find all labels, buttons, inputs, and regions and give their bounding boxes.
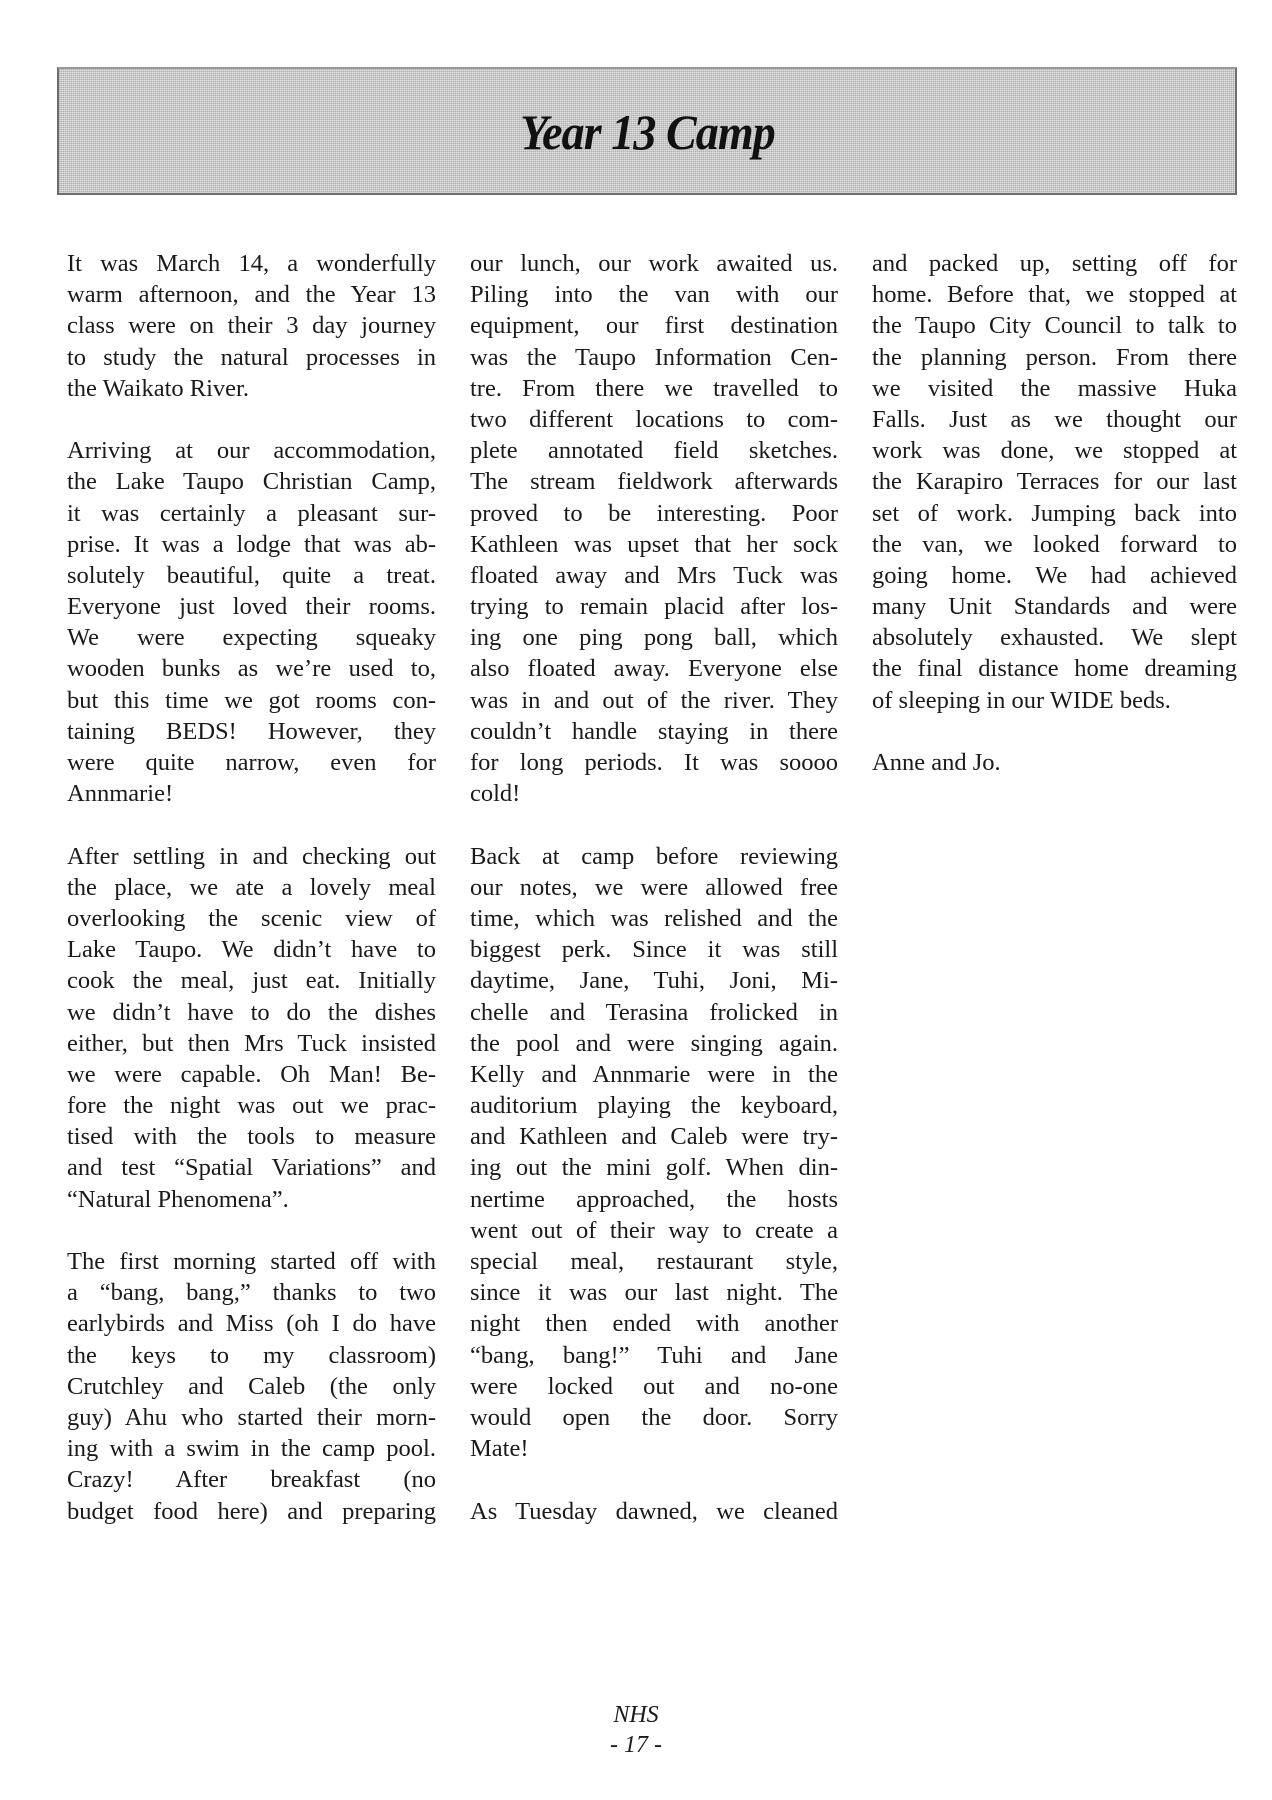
text-line: ing out the mini golf. When din-	[470, 1154, 838, 1182]
text-column-1	[67, 248, 436, 1558]
text-line: going home. We had achieved	[872, 561, 1237, 589]
text-line: wooden bunks as we’re used to,	[67, 655, 436, 683]
text-line: After settling in and checking out	[67, 842, 436, 870]
text-line: floated away and Mrs Tuck was	[470, 561, 838, 589]
text-line: As Tuesday dawned, we cleaned	[470, 1497, 838, 1525]
paragraph	[872, 747, 1237, 778]
paragraph	[470, 1496, 838, 1527]
publication-name: NHS	[613, 1702, 659, 1728]
text-line: were locked out and no-one	[470, 1372, 838, 1400]
text-line: the van, we looked forward to	[872, 530, 1237, 558]
text-line: “bang, bang!” Tuhi and Jane	[470, 1341, 838, 1369]
text-line: to study the natural processes in	[67, 343, 436, 371]
text-line: trying to remain placid after los-	[470, 593, 838, 621]
text-line: the planning person. From there	[872, 343, 1237, 371]
article-title: Year 13 Camp	[519, 104, 775, 160]
paragraph	[872, 248, 1237, 716]
text-line: we visited the massive Huka	[872, 374, 1237, 402]
text-line: The first morning started off with	[67, 1248, 436, 1275]
text-line: ing with a swim in the camp pool.	[67, 1435, 436, 1463]
text-line: fore the night was out we prac-	[67, 1092, 436, 1120]
text-line: absolutely exhausted. We slept	[872, 624, 1237, 652]
title-banner	[57, 67, 1237, 195]
text-line: solutely beautiful, quite a treat.	[67, 561, 436, 589]
text-line: night then ended with another	[470, 1310, 838, 1338]
text-line: we didn’t have to do the dishes	[67, 998, 436, 1026]
text-line: ing one ping pong ball, which	[470, 624, 838, 652]
text-line: Annmarie!	[67, 780, 174, 808]
text-line: It was March 14, a wonderfully	[67, 250, 436, 277]
paragraph	[67, 841, 436, 1215]
text-line: Arriving at our accommodation,	[67, 437, 436, 465]
text-line: biggest perk. Since it was still	[470, 936, 838, 964]
text-line: nertime approached, the hosts	[470, 1185, 838, 1213]
text-line: work was done, we stopped at	[872, 437, 1237, 465]
text-line: proved to be interesting. Poor	[470, 499, 838, 527]
text-line: class were on their 3 day journey	[67, 312, 436, 340]
text-line: was the Taupo Information Cen-	[470, 343, 838, 371]
text-line: special meal, restaurant style,	[470, 1248, 838, 1275]
text-line: Falls. Just as we thought our	[872, 405, 1237, 433]
text-line: and packed up, setting off for	[872, 250, 1237, 277]
text-line: we were capable. Oh Man! Be-	[67, 1060, 436, 1088]
text-line: were quite narrow, even for	[67, 749, 436, 776]
paragraph	[67, 248, 436, 404]
text-line: our lunch, our work awaited us.	[470, 250, 838, 277]
text-line: home. Before that, we stopped at	[872, 281, 1237, 309]
text-line: since it was our last night. The	[470, 1279, 838, 1307]
text-column-3	[872, 248, 1237, 809]
text-line: the place, we ate a lovely meal	[67, 873, 436, 901]
text-line: overlooking the scenic view of	[67, 904, 436, 932]
text-line: plete annotated field sketches.	[470, 437, 838, 465]
text-line: the Karapiro Terraces for our last	[872, 468, 1237, 496]
text-line: set of work. Jumping back into	[872, 499, 1237, 527]
paragraph	[470, 841, 838, 1465]
text-line: the keys to my classroom)	[67, 1341, 436, 1369]
text-line: “Natural Phenomena”.	[67, 1185, 289, 1213]
text-line: Kathleen was upset that her sock	[470, 530, 838, 558]
text-line: equipment, our first destination	[470, 312, 838, 340]
text-line: cold!	[470, 780, 521, 808]
text-line: guy) Ahu who started their morn-	[67, 1403, 436, 1431]
paragraph	[67, 1246, 436, 1527]
text-line: it was certainly a pleasant sur-	[67, 499, 436, 527]
text-line: couldn’t handle staying in there	[470, 717, 838, 745]
text-line: the Taupo City Council to talk to	[872, 312, 1237, 340]
text-line: Back at camp before reviewing	[470, 842, 838, 870]
text-line: the pool and were singing again.	[470, 1029, 838, 1057]
text-line: We were expecting squeaky	[67, 624, 436, 652]
text-line: daytime, Jane, Tuhi, Joni, Mi-	[470, 967, 838, 995]
text-line: was in and out of the river. They	[470, 686, 838, 714]
text-line: the Waikato River.	[67, 374, 249, 402]
text-line: went out of their way to create a	[470, 1216, 838, 1244]
text-line: prise. It was a lodge that was ab-	[67, 530, 436, 558]
text-line: warm afternoon, and the Year 13	[67, 281, 436, 309]
text-line: chelle and Terasina frolicked in	[470, 998, 838, 1026]
text-line: taining BEDS! However, they	[67, 717, 436, 745]
page-footer	[0, 1700, 1272, 1760]
text-line: and Kathleen and Caleb were try-	[470, 1123, 838, 1151]
text-line: either, but then Mrs Tuck insisted	[67, 1029, 436, 1057]
text-line: Anne and Jo.	[872, 749, 1001, 776]
text-line: our notes, we were allowed free	[470, 873, 838, 901]
text-line: Kelly and Annmarie were in the	[470, 1060, 838, 1088]
text-line: time, which was relished and the	[470, 904, 838, 932]
text-line: would open the door. Sorry	[470, 1403, 838, 1431]
text-line: auditorium playing the keyboard,	[470, 1092, 838, 1120]
text-line: Crazy! After breakfast (no	[67, 1466, 436, 1494]
text-line: Everyone just loved their rooms.	[67, 593, 436, 621]
text-line: cook the meal, just eat. Initially	[67, 967, 436, 995]
text-line: but this time we got rooms con-	[67, 686, 436, 714]
text-line: Mate!	[470, 1435, 529, 1463]
text-line: earlybirds and Miss (oh I do have	[67, 1310, 436, 1338]
text-line: tre. From there we travelled to	[470, 374, 838, 402]
text-line: two different locations to com-	[470, 405, 838, 433]
text-line: also floated away. Everyone else	[470, 655, 838, 683]
paragraph	[470, 248, 838, 809]
text-column-2	[470, 248, 838, 1558]
text-line: budget food here) and preparing	[67, 1497, 436, 1525]
text-line: a “bang, bang,” thanks to two	[67, 1279, 436, 1307]
text-line: Crutchley and Caleb (the only	[67, 1372, 436, 1400]
paragraph	[67, 435, 436, 809]
text-line: and test “Spatial Variations” and	[67, 1154, 436, 1182]
text-line: the final distance home dreaming	[872, 655, 1237, 683]
text-line: for long periods. It was soooo	[470, 749, 838, 776]
text-line: Piling into the van with our	[470, 281, 838, 309]
text-line: many Unit Standards and were	[872, 593, 1237, 621]
text-line: The stream fieldwork afterwards	[470, 468, 838, 496]
text-line: Lake Taupo. We didn’t have to	[67, 936, 436, 964]
text-line: of sleeping in our WIDE beds.	[872, 686, 1171, 714]
page-number: - 17 -	[610, 1732, 662, 1758]
text-line: tised with the tools to measure	[67, 1123, 436, 1151]
text-line: the Lake Taupo Christian Camp,	[67, 468, 436, 496]
